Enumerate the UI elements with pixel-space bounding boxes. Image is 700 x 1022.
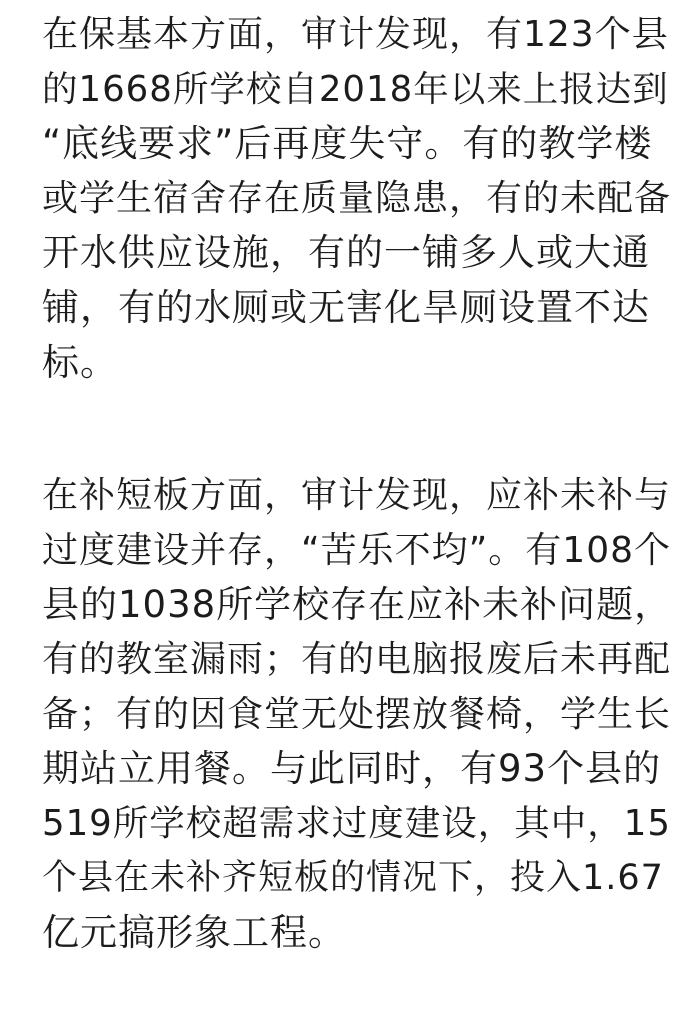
text-line: 的1668所学校自2018年以来上报达到 — [42, 68, 669, 110]
text-line: 县的1038所学校存在应补未补问题， — [42, 583, 673, 627]
text-line: 铺，有的水厕或无害化旱厕设置不达 — [42, 285, 650, 329]
text-line: 在补短板方面，审计发现，应补未补与 — [42, 475, 672, 517]
text-line: 519所学校超需求过度建设，其中，15 — [42, 802, 671, 844]
text-line: 亿元搞形象工程。 — [42, 910, 346, 954]
text-line: 有的教室漏雨；有的电脑报废后未再配 — [42, 638, 672, 680]
text-line: 备；有的因食堂无处摆放餐椅，学生长 — [42, 693, 672, 735]
text-line: 或学生宿舍存在质量隐患，有的未配备 — [42, 177, 672, 219]
paragraph-shortcomings — [42, 469, 672, 960]
text-line: 个县在未补齐短板的情况下，投入1.67 — [42, 858, 664, 899]
article-body — [42, 8, 672, 961]
text-line: 在保基本方面，审计发现，有123个县 — [42, 14, 669, 55]
text-line: 期站立用餐。与此同时，有93个县的 — [42, 747, 662, 791]
text-line: “底线要求”后再度失守。有的教学楼 — [42, 122, 653, 166]
paragraph-spacer — [42, 390, 672, 469]
text-line: 标。 — [42, 340, 118, 384]
text-line: 开水供应设施，有的一铺多人或大通 — [42, 231, 650, 275]
paragraph-basic-guarantee — [42, 8, 672, 390]
text-line: 过度建设并存，“苦乐不均”。有108个 — [42, 529, 672, 571]
